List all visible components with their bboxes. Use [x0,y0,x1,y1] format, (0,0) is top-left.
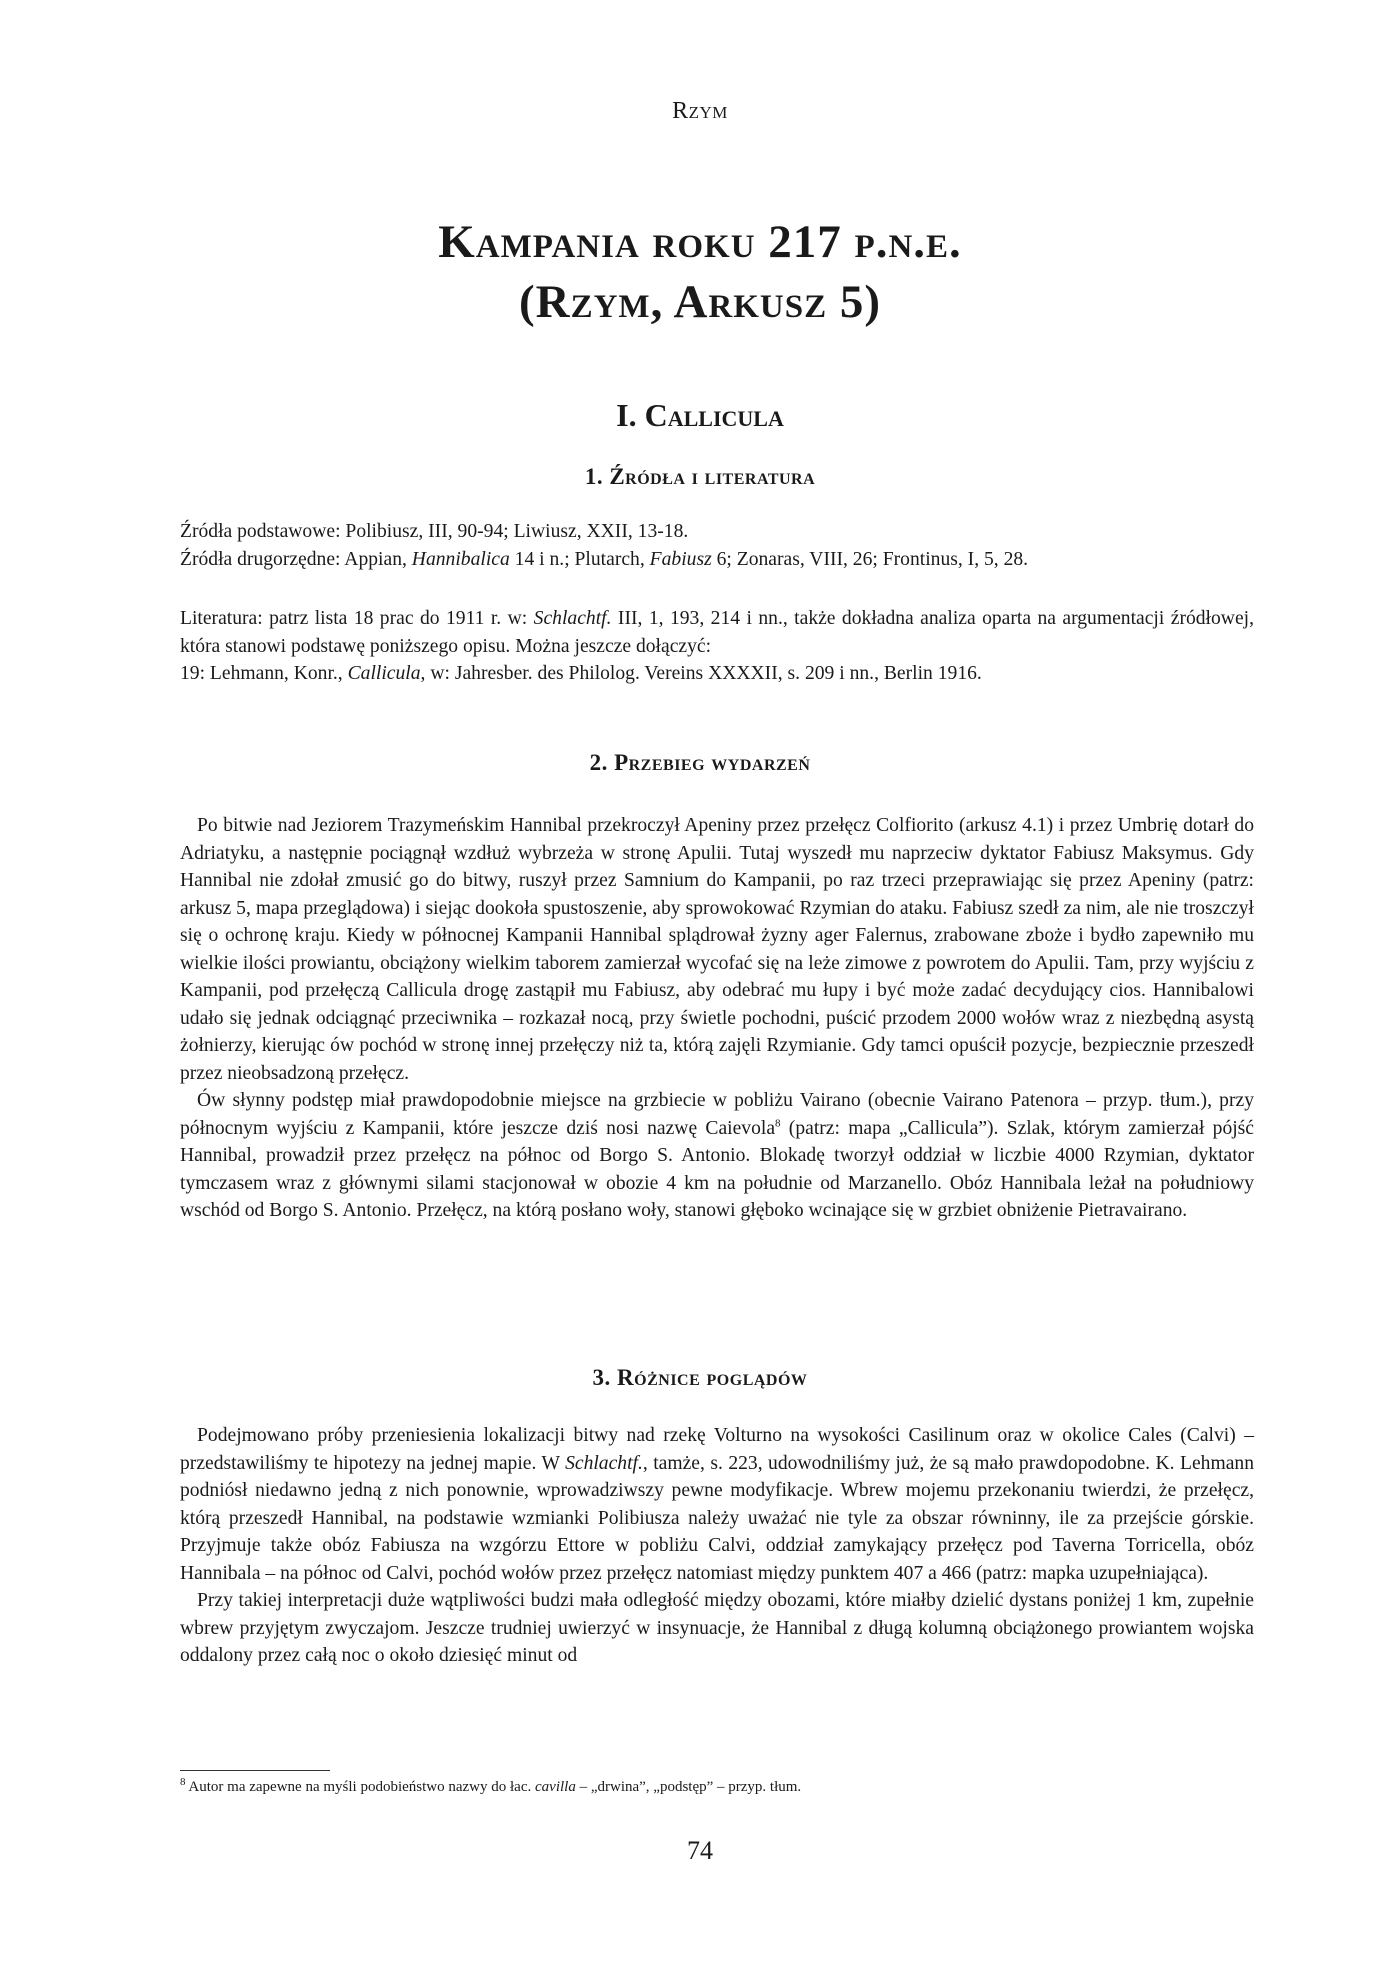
primary-sources-line: Źródła podstawowe: Polibiusz, III, 90-94; Liwiusz, XXII, 13-18. [180,521,689,542]
footnote: $^8$ Autor ma zapewne na myśli podobieństwo nazwy do łac. cavilla – „drwina”, „podstęp” – przyp. tłum. [180,1776,802,1795]
footnote-reference[interactable]: 8 [775,1116,781,1129]
subsection-heading-sources: 1. Źródła i literatura [584,464,816,489]
section-heading: I. Callicula [616,397,784,433]
events-paragraph-1: Po bitwie nad Jeziorem Trazymeńskim Hannibal przekroczył Apeniny przez przełęcz Colfiorito (arkusz 4.1) i przez Umbrię dotarł do Adriatyku, a następnie pociągnął wzdłuż wybrzeża w stronę Apulii. Tutaj wyszedł mu naprzeciw dyktator Fabiusz Maksymus. Gdy Hannibal nie zdołał zmusić go do bitwy, ruszył przez Samnium do Kampanii, po raz trzeci przeprawiając się przez Apeniny (patrz: arkusz 5, mapa przeglądowa) i siejąc dookoła spustoszenie, aby sprowokować Rzymian do ataku. Fabiusz szedł za nim, ale nie troszczył się o ochronę kraju. Kiedy w północnej Kampanii Hannibal splądrował żyzny ager Falernus, zrabowane zboże i bydło zapewniło mu wielkie ilości prowiantu, obciążony wielkim taborem zamierzał wycofać się na leże zimowe z powrotem do Apulii. Tam, przy wyjściu z Kampanii, pod przełęczą Callicula drogę zastąpił mu Fabiusz, aby odebrać mu łupy i być może zadać decydujący cios. Hannibalowi udało się jednak odciągnąć przeciwnika – rozkazał nocą, przy świetle pochodni, puścić przodem 2000 wołów wraz z niezbędną asystą żołnierzy, kierując ów pochód w stronę innej przełęczy niż ta, którą zajęli Rzymianie. Gdy tamci opuścił pozycje, bezpiecznie przeszedł przez nieobsadzoną przełęcz. [180,815,1254,1084]
chapter-title-line-2: (Rzym, Arkusz 5) [518,276,882,328]
events-paragraph-2: Ów słynny podstęp miał prawdopodobnie miejsce na grzbiecie w pobliżu Vairano (obecnie Vairano Patenora – przyp. tłum.), przy północnym wyjściu z Kampanii, które jeszcze dziś nosi nazwę Caievola$^8$ (patrz: mapa „Callicula”). Szlak, którym zamierzał pójść Hannibal, prowadził przez przełęcz na północ od Borgo S. Antonio. Blokadę tworzył oddział w liczbie 4000 Rzymian, dyktator tymczasem wraz z głównymi silami stacjonował w obozie 4 km na południe od Marzanello. Obóz Hannibala leżał na południowy wschód od Borgo S. Antonio. Przełęcz, na którą posłano woły, stanowi głęboko wcinające się w grzbiet obniżenie Pietravairano. [180,1090,1255,1221]
footnote-divider [180,1770,330,1771]
literature-entry-19: 19: Lehmann, Konr., Callicula, w: Jahresber. des Philolog. Vereins XXXXII, s. 209 i nn., Berlin 1916. [180,663,982,684]
differences-text [180,1422,1254,1670]
page-number: 74 [687,1836,713,1865]
subsection-heading-events: 2. Przebieg wydarzeń [589,750,811,775]
events-text [180,812,1254,1225]
chapter-title [0,212,1400,332]
footnote-number: 8 [180,1776,186,1788]
running-head: Rzym [672,98,728,124]
secondary-sources-line: Źródła drugorzędne: Appian, Hannibalica 14 i n.; Plutarch, Fabiusz 6; Zonaras, VIII, 26; Frontinus, I, 5, 28. [180,548,1029,570]
literature-block [180,605,1254,688]
differences-paragraph-1: Podejmowano próby przeniesienia lokalizacji bitwy nad rzekę Volturno na wysokości Casilinum oraz w okolice Cales (Calvi) – przedstawiliśmy te hipotezy na jednej mapie. W Schlachtf., tamże, s. 223, udowodniliśmy już, że są mało prawdopodobne. K. Lehmann podniósł niedawno jedną z nich ponownie, wprowadziwszy pewne modyfikacje. Wbrew mojemu przekonaniu twierdzi, że przełęcz, którą przeszedł Hannibal, na podstawie wzmianki Polibiusza należy uważać nie tyle za obszar równinny, ile za przejście górskie. Przyjmuje także obóz Fabiusza na wzgórzu Ettore w pobliżu Calvi, oddział zamykający przełęcz pod Taverna Torricella, obóz Hannibala – na północ od Calvi, pochód wołów przez przełęcz natomiast między punktem 407 a 466 (patrz: mapka uzupełniająca). [180,1425,1254,1584]
chapter-title-line-1: Kampania roku 217 p.n.e. [438,216,962,268]
differences-paragraph-2: Przy takiej interpretacji duże wątpliwości budzi mała odległość między obozami, które miałby dzielić dystans poniżej 1 km, zupełnie wbrew przyjętym zwyczajom. Jeszcze trudniej uwierzyć w insynuacje, że Hannibal z długą kolumną obciążonego prowiantem wojska oddalony przez całą noc o około dziesięć minut od [180,1590,1254,1666]
subsection-heading-differences: 3. Różnice poglądów [592,1365,808,1390]
literature-paragraph: Literatura: patrz lista 18 prac do 1911 r. w: Schlachtf. III, 1, 193, 214 i nn., także dokładna analiza oparta na argumentacji źródłowej, która stanowi podstawę poniższego opisu. Można jeszcze dołączyć: [180,608,1254,657]
sources-block [180,518,1254,573]
